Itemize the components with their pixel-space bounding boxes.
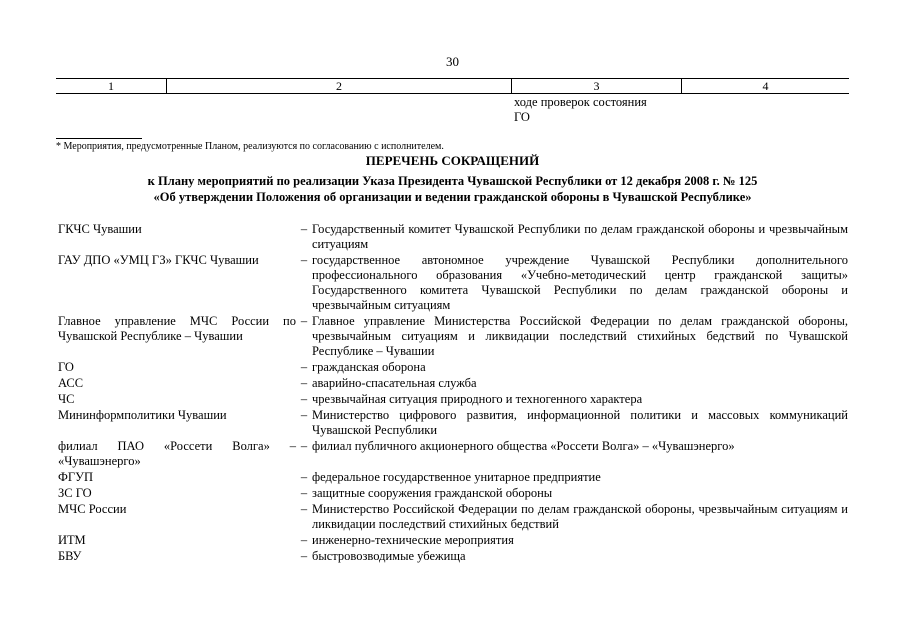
abbreviation-row bbox=[58, 533, 848, 548]
abbreviation-row bbox=[58, 502, 848, 532]
abbreviation-definition: инженерно-технические мероприятия bbox=[312, 533, 514, 547]
abbreviation-row bbox=[58, 439, 848, 469]
abbreviation-definition: филиал публичного акционерного общества «Россети Волга» – «Чувашэнерго» bbox=[312, 439, 735, 453]
abbreviation-term: АСС bbox=[58, 376, 84, 390]
abbreviation-row bbox=[58, 376, 848, 391]
section-subtitle: к Плану мероприятий по реализации Указа Президента Чувашской Республики от 12 декабря 2008 г. № 125 bbox=[147, 174, 758, 188]
abbreviation-term: филиал ПАО «Россети Волга» – «Чувашэнерго» bbox=[58, 439, 296, 468]
abbreviation-term: Главное управление МЧС России по Чувашской Республике – Чувашии bbox=[58, 314, 296, 343]
abbreviation-term: ГКЧС Чувашии bbox=[58, 222, 142, 236]
page-number: 30 bbox=[446, 54, 459, 69]
dash-separator: – bbox=[300, 360, 308, 374]
dash-separator: – bbox=[300, 222, 308, 236]
abbreviation-definition: Министерство Российской Федерации по делам гражданской обороны, чрезвычайным ситуациям и ликвидации последствий стихийных бедствий bbox=[312, 502, 848, 531]
section-subtitle: «Об утверждении Положения об организации и ведении гражданской обороны в Чувашской Республике» bbox=[153, 190, 752, 204]
abbreviation-row bbox=[58, 470, 848, 485]
dash-separator: – bbox=[300, 314, 308, 328]
abbreviation-term: Мининформполитики Чувашии bbox=[58, 408, 227, 422]
abbreviation-row bbox=[58, 253, 848, 313]
dash-separator: – bbox=[300, 533, 308, 547]
abbreviation-row bbox=[58, 486, 848, 501]
abbreviation-row bbox=[58, 222, 848, 252]
abbreviation-row bbox=[58, 360, 848, 375]
abbreviation-term: БВУ bbox=[58, 549, 82, 563]
continued-cell-line: ходе проверок состояния bbox=[514, 95, 647, 109]
abbreviation-term: ЧС bbox=[58, 392, 75, 406]
continued-table-cell bbox=[514, 95, 647, 125]
dash-separator: – bbox=[300, 502, 308, 516]
abbreviation-term: ГАУ ДПО «УМЦ ГЗ» ГКЧС Чувашии bbox=[58, 253, 259, 267]
dash-separator: – bbox=[300, 486, 308, 500]
footnote-separator bbox=[56, 138, 142, 139]
table-column-header-row bbox=[56, 78, 849, 94]
abbreviation-definition: быстровозводимые убежища bbox=[312, 549, 466, 563]
abbreviation-definition: защитные сооружения гражданской обороны bbox=[312, 486, 553, 500]
abbreviation-definition: федеральное государственное унитарное предприятие bbox=[312, 470, 601, 484]
continued-cell-line: ГО bbox=[514, 110, 530, 124]
abbreviation-row bbox=[58, 549, 848, 564]
column-header-3: 3 bbox=[593, 79, 600, 93]
abbreviation-term: ИТМ bbox=[58, 533, 86, 547]
dash-separator: – bbox=[300, 549, 308, 563]
abbreviation-list bbox=[58, 222, 848, 565]
column-header-1: 1 bbox=[108, 79, 114, 93]
column-header-4: 4 bbox=[762, 79, 769, 93]
abbreviation-definition: Министерство цифрового развития, информационной политики и массовых коммуникаций Чувашской Республики bbox=[312, 408, 848, 437]
abbreviation-term: ФГУП bbox=[58, 470, 93, 484]
dash-separator: – bbox=[300, 392, 308, 406]
abbreviation-definition: гражданская оборона bbox=[312, 360, 426, 374]
dash-separator: – bbox=[300, 439, 308, 453]
footnote: * Мероприятия, предусмотренные Планом, реализуются по согласованию с исполнителем. bbox=[56, 141, 444, 152]
dash-separator: – bbox=[300, 470, 308, 484]
dash-separator: – bbox=[300, 408, 308, 422]
dash-separator: – bbox=[300, 253, 308, 267]
abbreviation-definition: чрезвычайная ситуация природного и техногенного характера bbox=[312, 392, 643, 406]
column-header-2: 2 bbox=[336, 79, 342, 93]
dash-separator: – bbox=[300, 376, 308, 390]
abbreviation-definition: аварийно-спасательная служба bbox=[312, 376, 477, 390]
section-title: ПЕРЕЧЕНЬ СОКРАЩЕНИЙ bbox=[365, 153, 540, 168]
abbreviation-definition: Главное управление Министерства Российской Федерации по делам гражданской обороны, чрезвычайным ситуациям и ликвидации последствий стихийных бедствий по Чувашской Республике – Чувашии bbox=[312, 314, 848, 358]
abbreviation-term: МЧС России bbox=[58, 502, 127, 516]
abbreviation-row bbox=[58, 408, 848, 438]
abbreviation-term: ГО bbox=[58, 360, 74, 374]
abbreviation-definition: государственное автономное учреждение Чувашской Республики дополнительного профессионального образования «Учебно-методический центр гражданской защиты» Государственного комитета Чувашской Республики по делам гражданской обороны и чрезвычайным ситуациям bbox=[312, 253, 848, 312]
abbreviation-definition: Государственный комитет Чувашской Республики по делам гражданской обороны и чрезвычайным ситуациям bbox=[312, 222, 848, 251]
abbreviation-term: ЗС ГО bbox=[58, 486, 92, 500]
abbreviation-row bbox=[58, 314, 848, 359]
abbreviation-row bbox=[58, 392, 848, 407]
